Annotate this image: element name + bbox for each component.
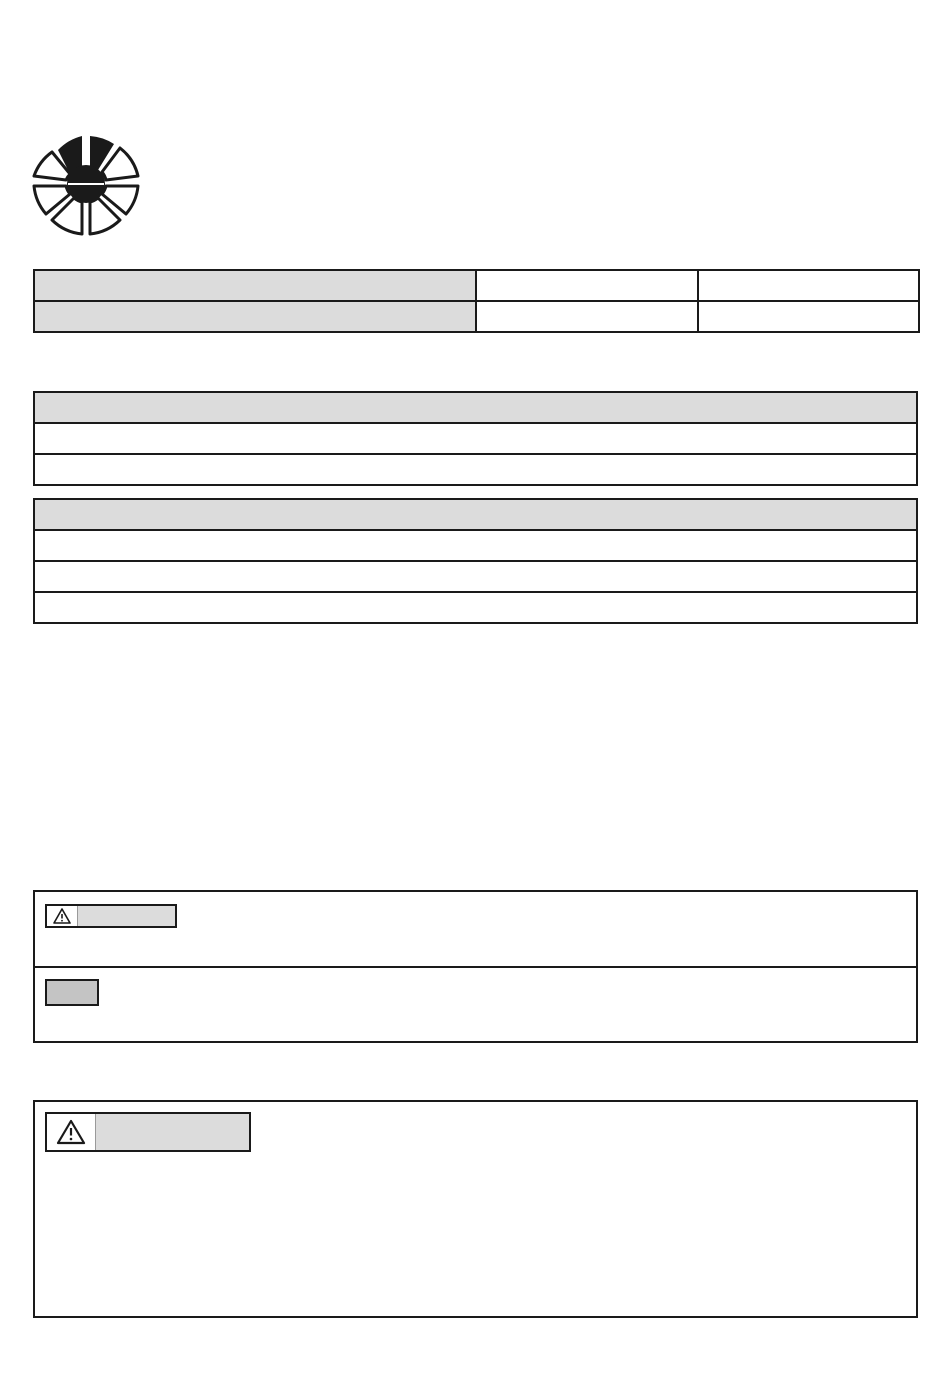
caution-notice-box bbox=[33, 890, 918, 1043]
spec-label-cell bbox=[34, 270, 476, 301]
table-row bbox=[34, 454, 917, 485]
spec-value-cell bbox=[698, 270, 919, 301]
list-header bbox=[34, 499, 917, 530]
warning-label bbox=[45, 1112, 251, 1152]
note-label bbox=[45, 979, 99, 1006]
table-row bbox=[34, 301, 919, 332]
warning-notice-box bbox=[33, 1100, 918, 1318]
list-item bbox=[34, 592, 917, 623]
brand-logo bbox=[30, 128, 142, 240]
spec-value-cell bbox=[476, 270, 698, 301]
list-item bbox=[34, 423, 917, 454]
table-row bbox=[34, 530, 917, 561]
spec-table bbox=[33, 269, 920, 333]
list-table-a bbox=[33, 391, 918, 486]
spec-label-cell bbox=[34, 301, 476, 332]
table-header-row bbox=[34, 499, 917, 530]
table-row bbox=[34, 270, 919, 301]
caution-label bbox=[45, 904, 177, 928]
table-row bbox=[34, 423, 917, 454]
list-header bbox=[34, 392, 917, 423]
table-header-row bbox=[34, 392, 917, 423]
notice-divider bbox=[35, 966, 916, 968]
spec-value-cell bbox=[698, 301, 919, 332]
list-item bbox=[34, 530, 917, 561]
list-item bbox=[34, 454, 917, 485]
list-table-b bbox=[33, 498, 918, 624]
table-row bbox=[34, 592, 917, 623]
list-item bbox=[34, 561, 917, 592]
warning-triangle-icon bbox=[47, 1114, 96, 1150]
table-row bbox=[34, 561, 917, 592]
warning-triangle-icon bbox=[47, 906, 78, 926]
segmented-dial-icon bbox=[30, 128, 142, 240]
spec-value-cell bbox=[476, 301, 698, 332]
